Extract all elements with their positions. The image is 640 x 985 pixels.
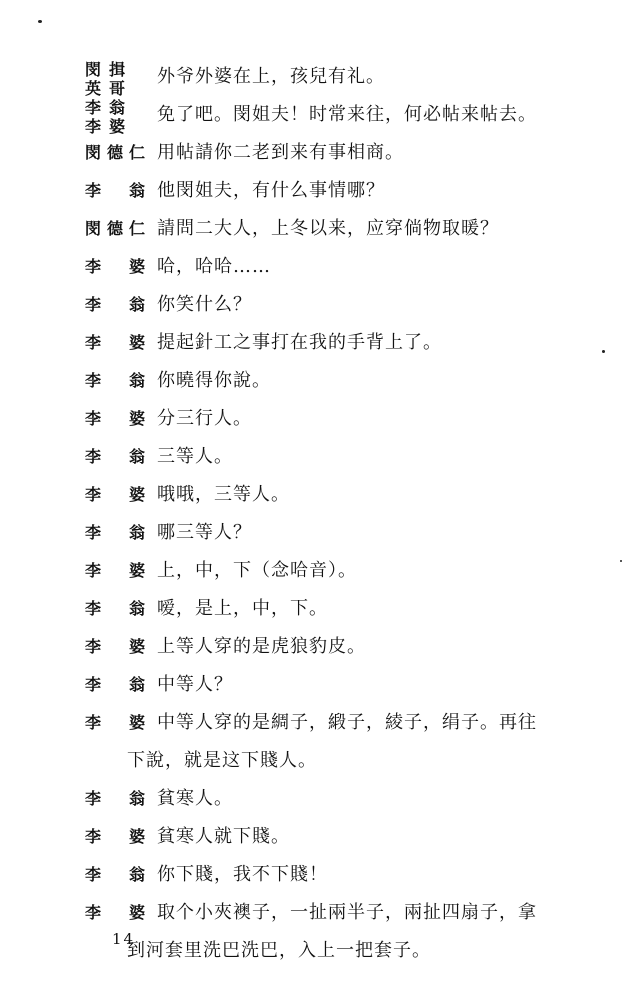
- speaker-label: 李 翁: [85, 599, 152, 618]
- dialogue-line: [85, 58, 630, 96]
- speaker-row: [85, 60, 157, 79]
- speech-text: 你曉得你說。: [157, 370, 271, 391]
- speaker-label: 李 翁: [85, 523, 152, 542]
- speech-text: 哈，哈哈……: [157, 256, 271, 277]
- speech-first-line: 取个小夾襖子，一扯兩半子，兩扯四扇子，拿: [157, 902, 537, 923]
- speaker-char: 英: [85, 79, 110, 98]
- print-speck: [602, 350, 605, 353]
- speaker-char: 婆: [109, 117, 134, 136]
- speaker-char: 哥: [109, 79, 134, 98]
- dialogue-line: [85, 172, 630, 210]
- dialogue-line: [85, 324, 630, 362]
- speaker-label: 李 翁: [85, 789, 152, 808]
- dialogue-line: [85, 818, 630, 856]
- dialogue-line: [85, 248, 630, 286]
- speech-text: 三等人。: [157, 446, 233, 467]
- speaker-label: 李 婆: [85, 827, 152, 846]
- dialogue-line: [85, 628, 630, 666]
- dialogue-line: [85, 134, 630, 172]
- speaker-label: 李 婆: [85, 713, 152, 732]
- speaker-label: [85, 96, 157, 136]
- dialogue-line: [85, 514, 630, 552]
- dialogue-line: [85, 476, 630, 514]
- speech-text: [127, 704, 630, 780]
- speaker-char: 李: [85, 117, 110, 136]
- dialogue-line: [85, 894, 630, 970]
- page-number: 14: [112, 930, 136, 948]
- dialogue-line: [85, 400, 630, 438]
- speaker-char: 閔: [85, 60, 110, 79]
- speech-text: 你下賤，我不下賤！: [157, 864, 328, 885]
- speaker-label: 閔德仁: [85, 219, 152, 238]
- speech-text: 請問二大人，上冬以来，应穿倘物取暖？: [157, 218, 499, 239]
- speaker-label: 李 翁: [85, 447, 152, 466]
- dialogue-line: [85, 210, 630, 248]
- speech-text: [127, 894, 630, 970]
- speaker-char: 翁: [109, 98, 134, 117]
- speaker-label: 李 翁: [85, 865, 152, 884]
- dialogue-line: [85, 362, 630, 400]
- speaker-label: 李 婆: [85, 257, 152, 276]
- speaker-label: 李 翁: [85, 675, 152, 694]
- speaker-label: 李 婆: [85, 903, 152, 922]
- speech-text: 提起針工之事打在我的手背上了。: [157, 332, 442, 353]
- dialogue-line: [85, 552, 630, 590]
- speaker-label: 閔德仁: [85, 143, 152, 162]
- speaker-label: 李 翁: [85, 295, 152, 314]
- speech-text: 分三行人。: [157, 408, 252, 429]
- speaker-char: 揖: [109, 60, 134, 79]
- speaker-label: 李 婆: [85, 637, 152, 656]
- speaker-char: 李: [85, 98, 110, 117]
- speaker-label: 李 翁: [85, 371, 152, 390]
- speaker-row: [85, 98, 157, 117]
- speech-text: 免了吧。閔姐夫！时常来往，何必帖来帖去。: [157, 104, 537, 125]
- speech-text: 貧寒人就下賤。: [157, 826, 290, 847]
- dialogue-line: [85, 666, 630, 704]
- speech-text: 哦哦，三等人。: [157, 484, 290, 505]
- dialogue-line: [85, 438, 630, 476]
- speech-text: 外爷外婆在上，孩兒有礼。: [157, 66, 385, 87]
- speaker-label: 李 婆: [85, 333, 152, 352]
- speech-text: 用帖請你二老到来有事相商。: [157, 142, 404, 163]
- speech-first-line: 中等人穿的是綢子，緞子，綾子，绢子。再往: [157, 712, 537, 733]
- print-speck: [38, 20, 42, 23]
- speaker-label: [85, 58, 157, 98]
- dialogue-line: [85, 704, 630, 780]
- dialogue-line: [85, 856, 630, 894]
- speech-text: 貧寒人。: [157, 788, 233, 809]
- speaker-label: 李 婆: [85, 409, 152, 428]
- speech-text: 嗳，是上，中，下。: [157, 598, 328, 619]
- speaker-label: 李 翁: [85, 181, 152, 200]
- speech-text: 他閔姐夫，有什么事情哪？: [157, 180, 385, 201]
- speaker-label: 李 婆: [85, 485, 152, 504]
- dialogue-list: [85, 58, 630, 970]
- speech-continuation: 下說，就是这下賤人。: [127, 750, 317, 771]
- speech-continuation: 到河套里洗巴洗巴，入上一把套子。: [127, 940, 431, 961]
- dialogue-line: [85, 780, 630, 818]
- speech-text: 中等人？: [157, 674, 233, 695]
- dialogue-line: [85, 96, 630, 134]
- dialogue-line: [85, 286, 630, 324]
- speech-text: 上等人穿的是虎狼豹皮。: [157, 636, 366, 657]
- print-speck: [620, 560, 622, 562]
- dialogue-line: [85, 590, 630, 628]
- speaker-label: 李 婆: [85, 561, 152, 580]
- speech-text: 你笑什么？: [157, 294, 252, 315]
- speech-text: 哪三等人？: [157, 522, 252, 543]
- speech-text: 上，中，下（念哈音）。: [157, 560, 357, 581]
